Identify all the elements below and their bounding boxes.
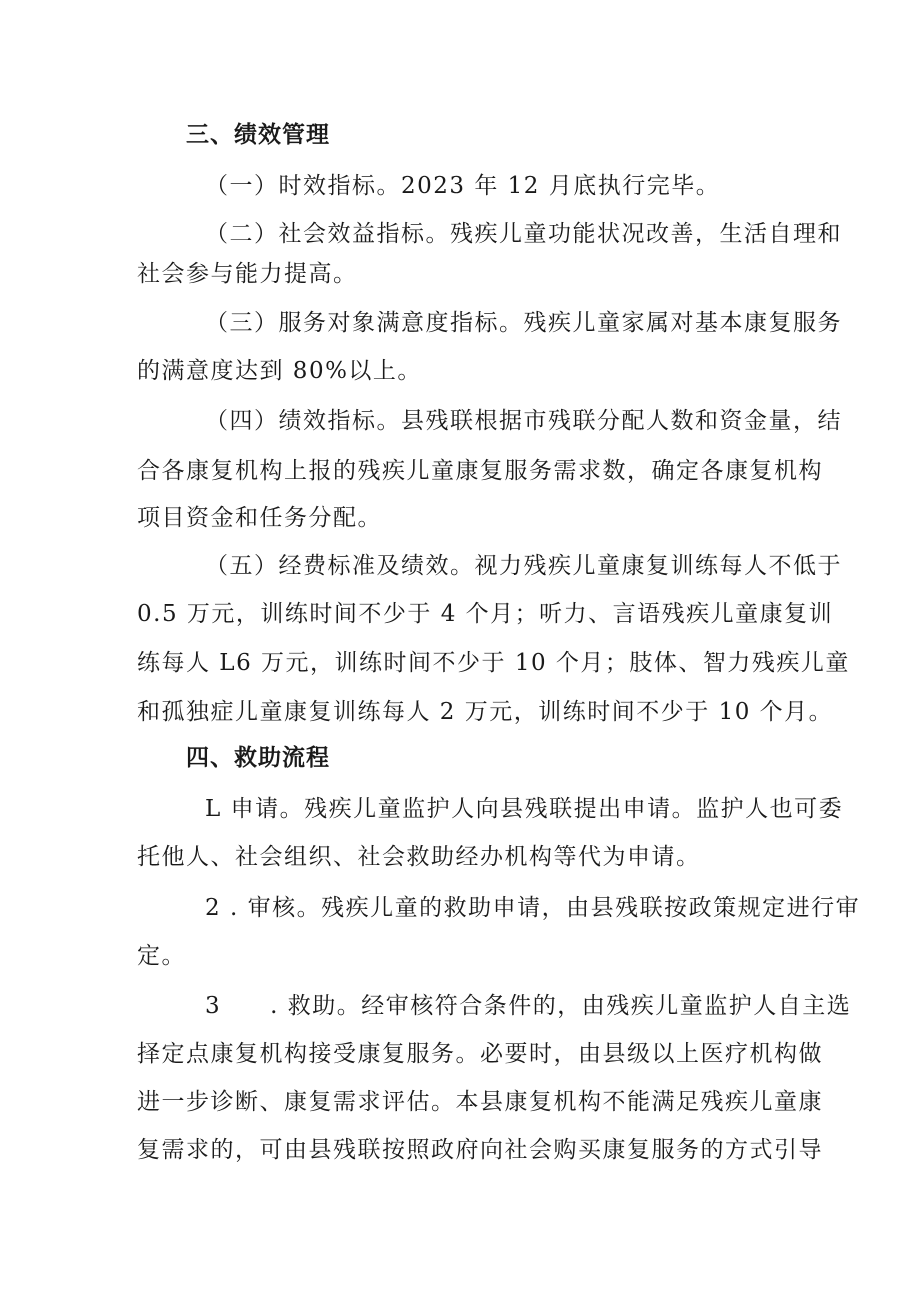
step-assist-line1: 3 . 救助。经审核符合条件的，由残疾儿童监护人自主选	[205, 993, 852, 1019]
paragraph-funding-line1: （五）经费标准及绩效。视力残疾儿童康复训练每人不低于	[205, 553, 842, 579]
paragraph-timeliness: （一）时效指标。2023 年 12 月底执行完毕。	[205, 173, 721, 199]
step-apply-line1: L 申请。残疾儿童监护人向县残联提出申请。监护人也可委	[205, 796, 844, 822]
step-assist-line2: 择定点康复机构接受康复服务。必要时，由县级以上医疗机构做	[137, 1041, 823, 1067]
section-heading-assistance-process: 四、救助流程	[186, 745, 330, 771]
paragraph-performance-line1: （四）绩效指标。县残联根据市残联分配人数和资金量，结	[205, 408, 842, 434]
paragraph-funding-line3: 练每人 L6 万元，训练时间不少于 10 个月；肢体、智力残疾儿童	[137, 650, 850, 676]
paragraph-performance-line2: 合各康复机构上报的残疾儿童康复服务需求数，确定各康复机构	[137, 458, 823, 484]
paragraph-social-benefit-line1: （二）社会效益指标。残疾儿童功能状况改善，生活自理和	[205, 221, 842, 247]
paragraph-satisfaction-line1: （三）服务对象满意度指标。残疾儿童家属对基本康复服务	[205, 310, 842, 336]
paragraph-social-benefit-line2: 社会参与能力提高。	[137, 261, 358, 287]
paragraph-performance-line3: 项目资金和任务分配。	[137, 505, 382, 531]
step-assist-line3: 进一步诊断、康复需求评估。本县康复机构不能满足残疾儿童康	[137, 1089, 823, 1115]
step-assist-line4: 复需求的，可由县残联按照政府向社会购买康复服务的方式引导	[137, 1137, 823, 1163]
paragraph-satisfaction-line2: 的满意度达到 80%以上。	[137, 358, 422, 384]
paragraph-funding-line2: 0.5 万元，训练时间不少于 4 个月；听力、言语残疾儿童康复训	[137, 601, 834, 627]
step-apply-line2: 托他人、社会组织、社会救助经办机构等代为申请。	[137, 844, 701, 870]
section-heading-performance: 三、绩效管理	[186, 122, 330, 148]
step-review-line1: 2 . 审核。残疾儿童的救助申请，由县残联按政策规定进行审	[205, 895, 861, 921]
step-review-line2: 定。	[137, 943, 186, 969]
paragraph-funding-line4: 和孤独症儿童康复训练每人 2 万元，训练时间不少于 10 个月。	[137, 699, 834, 725]
